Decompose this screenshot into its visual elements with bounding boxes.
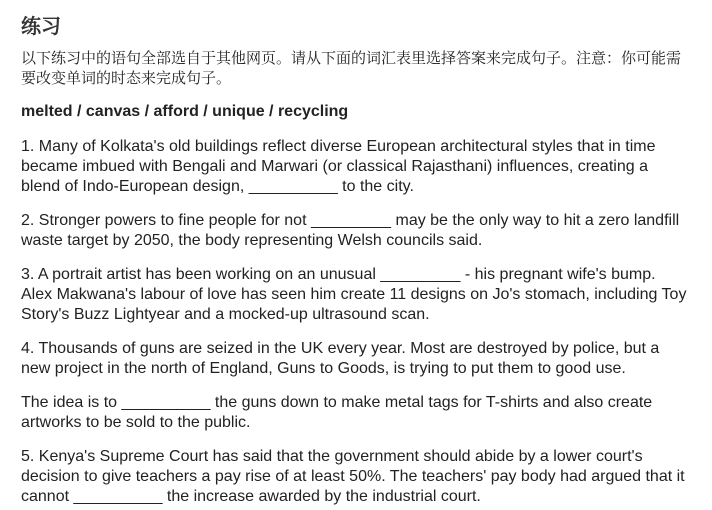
question-4: The idea is to __________ the guns down to make metal tags for T-shirts and also create artworks to be sold to the public. xyxy=(21,394,653,431)
question-5: 5. Kenya's Supreme Court has said that the government should abide by a lower court's decision to give teachers a pay rise of at least 50%. The teachers' pay body had argued that it cannot __________ the increase awarded by the industrial court. xyxy=(21,448,685,505)
question-1: 1. Many of Kolkata's old buildings reflect diverse European architectural styles that in time became imbued with Bengali and Marwari (or classical Rajasthani) influences, creating a blend of Indo-European design, __________ to the city. xyxy=(21,138,656,195)
question-4-context: 4. Thousands of guns are seized in the UK every year. Most are destroyed by police, but a new project in the north of England, Guns to Goods, is trying to put them to good use. xyxy=(21,340,660,377)
question-3: 3. A portrait artist has been working on an unusual _________ - his pregnant wife's bump. Alex Makwana's labour of love has seen him create 11 designs on Jo's stomach, including Toy Story's Buzz Lightyear and a mocked-up ultrasound scan. xyxy=(21,266,687,323)
question-2: 2. Stronger powers to fine people for not _________ may be the only way to hit a zero landfill waste target by 2050, the body representing Welsh councils said. xyxy=(21,212,680,249)
instructions-text: 以下练习中的语句全部选自于其他网页。请从下面的词汇表里选择答案来完成句子。注意：你可能需要改变单词的时态来完成句子。 xyxy=(21,49,682,87)
word-bank: melted / canvas / afford / unique / recycling xyxy=(21,103,349,120)
page-title: 练习 xyxy=(21,14,61,38)
